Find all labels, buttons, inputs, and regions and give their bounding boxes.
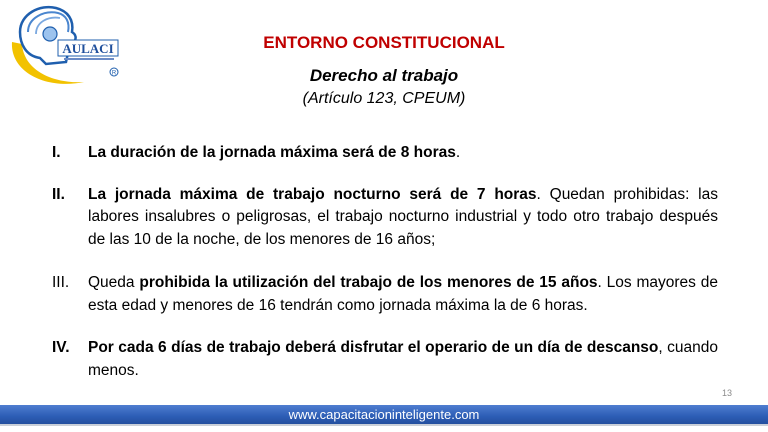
article-reference: (Artículo 123, CPEUM): [302, 90, 466, 107]
logo-text: AULACI: [62, 41, 114, 56]
item-rest-text: .: [455, 144, 461, 161]
page-number: 13: [721, 388, 732, 398]
item-numeral: III.: [52, 274, 70, 291]
item-text: [88, 272, 718, 317]
item-text: [88, 184, 718, 252]
item-bold-text: La jornada máxima de trabajo nocturno será de 7 horas: [88, 185, 537, 203]
list-item: [52, 337, 718, 382]
item-rest-text: , cuando menos.: [88, 339, 719, 379]
list-item: [52, 272, 718, 317]
item-numeral: I.: [52, 144, 61, 161]
svg-text:R: R: [111, 70, 117, 77]
footer-website[interactable]: www.capacitacioninteligente.com: [288, 407, 480, 422]
item-pre-text: Queda: [88, 274, 140, 291]
page-title: ENTORNO CONSTITUCIONAL: [263, 33, 505, 52]
item-bold-text: Por cada 6 días de trabajo deberá disfrutar el operario de un día de descanso: [88, 339, 659, 356]
item-numeral: IV.: [52, 339, 70, 356]
item-rest-text: . Los mayores de esta edad y menores de 16 tendrán como jornada máxima la de 6 horas.: [88, 274, 718, 314]
item-text: [88, 337, 718, 382]
rights-list: [52, 142, 718, 382]
item-numeral: II.: [52, 185, 65, 203]
list-item: [52, 142, 718, 165]
item-bold-text: prohibida la utilización del trabajo de los menores de 15 años: [139, 274, 598, 291]
item-rest-text: . Quedan prohibidas: las labores insalubres o peligrosas, el trabajo nocturno industrial y todo otro trabajo después de las 10 de la noche, de los menores de 16 años;: [88, 185, 718, 248]
page-subtitle: Derecho al trabajo: [309, 66, 459, 85]
item-bold-text: La duración de la jornada máxima será de 8 horas: [88, 144, 456, 161]
list-item: [52, 184, 718, 252]
item-text: [88, 142, 718, 165]
